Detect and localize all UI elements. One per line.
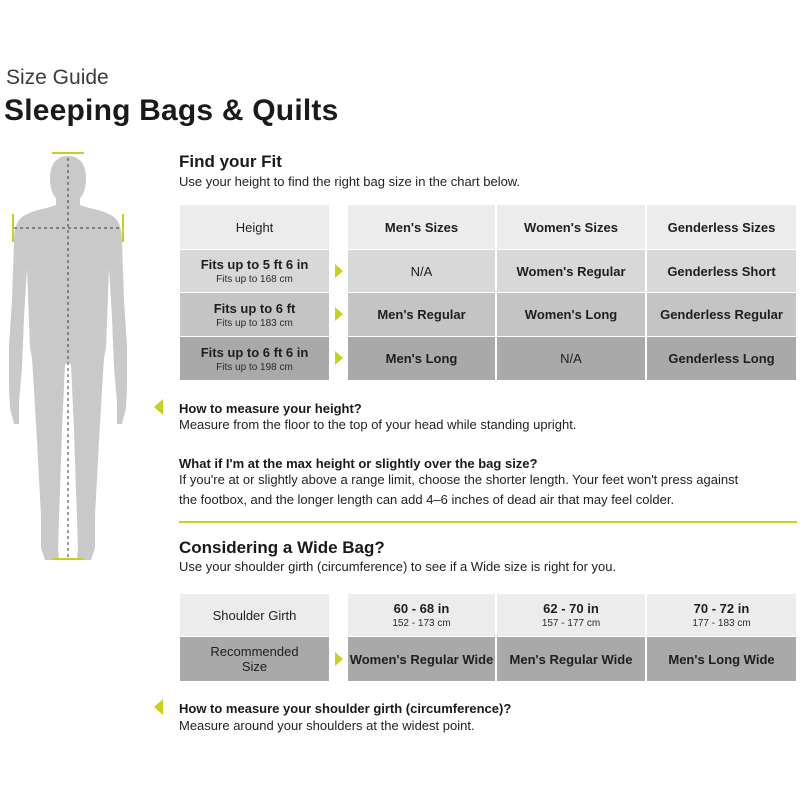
max-height-answer-line-1: If you're at or slightly above a range limit, choose the shorter length. Your feet won't press against	[179, 472, 739, 487]
womens-header-cell	[497, 205, 645, 249]
height-question: How to measure your height?	[179, 401, 362, 416]
height-cm: Fits up to 168 cm	[216, 274, 293, 285]
height-cm: Fits up to 183 cm	[216, 317, 293, 329]
body-silhouette-icon	[0, 150, 140, 564]
recommended-size-label-cell	[180, 637, 329, 681]
fit-intro: Use your height to find the right bag size in the chart below.	[179, 174, 521, 189]
mens-sizes-header: Men's Sizes	[384, 219, 459, 235]
mens-size: N/A	[410, 263, 433, 279]
max-height-question: What if I'm at the max height or slightly over the bag size?	[179, 456, 538, 471]
girth-value: 62 - 70 in	[543, 601, 599, 616]
womens-cell-row-3	[497, 337, 645, 380]
recommended-label-line-1: Recommended	[210, 644, 299, 659]
height-cm: Fits up to 198 cm	[216, 361, 293, 373]
height-value: Fits up to 6 ft	[213, 300, 296, 316]
right-arrow-icon	[335, 264, 343, 278]
mens-size: Men's Long	[385, 351, 458, 366]
left-arrow-icon	[154, 399, 163, 415]
genderless-sizes-header: Genderless Sizes	[667, 219, 776, 235]
girth-cell-1	[348, 594, 495, 636]
height-header-cell	[180, 205, 329, 249]
wide-size-cell-2	[497, 637, 645, 681]
right-arrow-icon	[335, 307, 343, 321]
wide-size: Men's Regular Wide	[509, 651, 633, 667]
genderless-size: Genderless Regular	[660, 307, 783, 322]
height-answer: Measure from the floor to the top of your head while standing upright.	[179, 417, 577, 432]
girth-question: How to measure your shoulder girth (circumference)?	[179, 701, 512, 716]
genderless-size: Genderless Long	[668, 351, 775, 366]
genderless-header-cell	[647, 205, 796, 249]
wide-size-cell-3	[647, 637, 796, 681]
shoulder-girth-label-cell	[180, 594, 329, 636]
wide-size: Men's Long Wide	[668, 651, 775, 667]
womens-size: Women's Long	[524, 307, 618, 322]
wide-size: Women's Regular Wide	[349, 651, 494, 667]
girth-value: 60 - 68 in	[393, 601, 450, 616]
womens-cell-row-2	[497, 293, 645, 336]
height-header: Height	[235, 219, 274, 235]
height-cell-row-1	[180, 250, 329, 292]
womens-size: Women's Regular	[516, 263, 626, 279]
section-divider	[179, 521, 797, 523]
mens-cell-row-1	[348, 250, 495, 292]
girth-cm: 177 - 183 cm	[692, 618, 751, 629]
shoulder-girth-label: Shoulder Girth	[212, 607, 297, 623]
girth-cm: 152 - 173 cm	[392, 618, 451, 629]
womens-cell-row-1	[497, 250, 645, 292]
girth-cell-3	[647, 594, 796, 636]
page-title: Sleeping Bags & Quilts	[4, 94, 339, 127]
wide-intro: Use your shoulder girth (circumference) to see if a Wide size is right for you.	[179, 559, 617, 574]
girth-cm: 157 - 177 cm	[541, 618, 601, 629]
girth-cell-2	[497, 594, 645, 636]
wide-size-cell-1	[348, 637, 495, 681]
genderless-size: Genderless Short	[667, 263, 776, 279]
height-value: Fits up to 5 ft 6 in	[200, 257, 309, 272]
mens-cell-row-3	[348, 337, 495, 380]
genderless-cell-row-3	[647, 337, 796, 380]
mens-size: Men's Regular	[377, 307, 466, 322]
recommended-label-line-2: Size	[241, 659, 268, 674]
height-cell-row-3	[180, 337, 329, 380]
mens-header-cell	[348, 205, 495, 249]
max-height-answer-line-2: the footbox, and the longer length can add 4–6 inches of dead air that may feel colder.	[179, 492, 675, 507]
height-cell-row-2	[180, 293, 329, 336]
wide-heading: Considering a Wide Bag?	[179, 538, 385, 557]
right-arrow-icon	[335, 351, 343, 365]
genderless-cell-row-2	[647, 293, 796, 336]
page-eyebrow: Size Guide	[6, 66, 109, 89]
mens-cell-row-2	[348, 293, 495, 336]
genderless-cell-row-1	[647, 250, 796, 292]
left-arrow-icon	[154, 699, 163, 715]
height-value: Fits up to 6 ft 6 in	[200, 344, 309, 360]
right-arrow-icon	[335, 652, 343, 666]
womens-size: N/A	[560, 351, 582, 366]
womens-sizes-header: Women's Sizes	[524, 219, 618, 235]
girth-value: 70 - 72 in	[693, 601, 750, 616]
fit-heading: Find your Fit	[179, 152, 282, 171]
girth-answer: Measure around your shoulders at the widest point.	[179, 718, 475, 733]
